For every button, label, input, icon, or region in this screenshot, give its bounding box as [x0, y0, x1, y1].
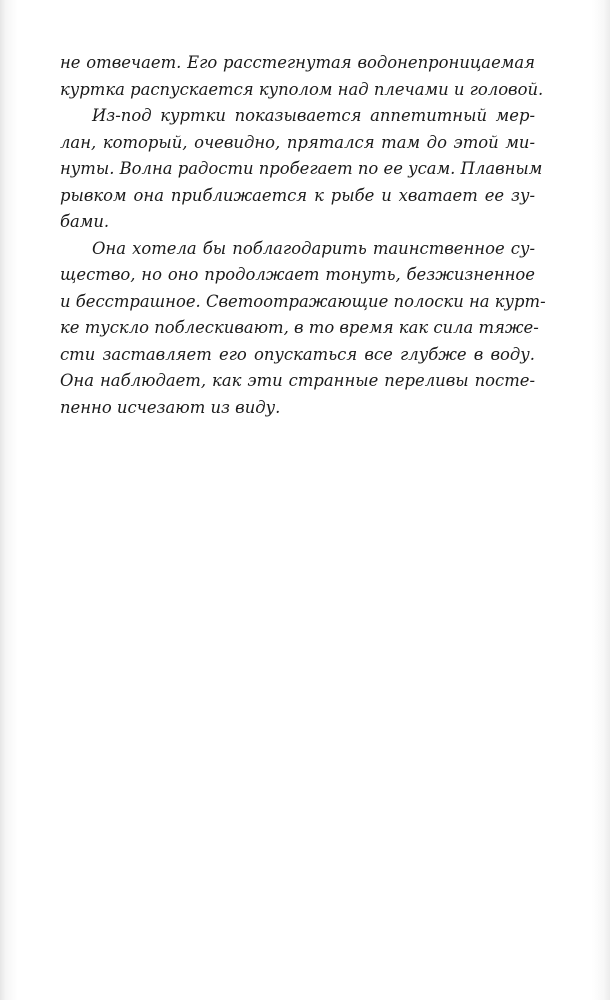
text-line: рывком она приближается к рыбе и хватает ее зу- [60, 185, 535, 205]
text-line: лан, который, очевидно, прятался там до этой ми- [60, 132, 535, 152]
text-line: бами. [60, 212, 110, 231]
text-line: ке тускло поблескивают, в то время как сила тяже- [60, 318, 539, 337]
text-line: Она хотела бы поблагодарить таинственное су- [92, 238, 535, 258]
text-line: сти заставляет его опускаться все глубже в воду. [60, 344, 535, 364]
text-line: щество, но оно продолжает тонуть, безжизненное [60, 265, 535, 284]
paragraph-1 [60, 50, 544, 103]
text-line: нуты. Волна радости пробегает по ее усам. Плавным [60, 159, 543, 178]
body-text [60, 50, 546, 421]
text-line: не отвечает. Его расстегнутая водонепроницаемая [60, 53, 535, 72]
text-line: куртка распускается куполом над плечами и головой. [60, 79, 544, 99]
paragraph-3 [60, 236, 546, 422]
text-line: Она наблюдает, как эти странные переливы посте- [60, 371, 535, 390]
text-line: пенно исчезают из виду. [60, 397, 281, 417]
text-line: и бесстрашное. Светоотражающие полоски на курт- [60, 291, 546, 311]
paragraph-2 [60, 103, 543, 236]
text-line: Из-под куртки показывается аппетитный мер- [92, 106, 535, 125]
